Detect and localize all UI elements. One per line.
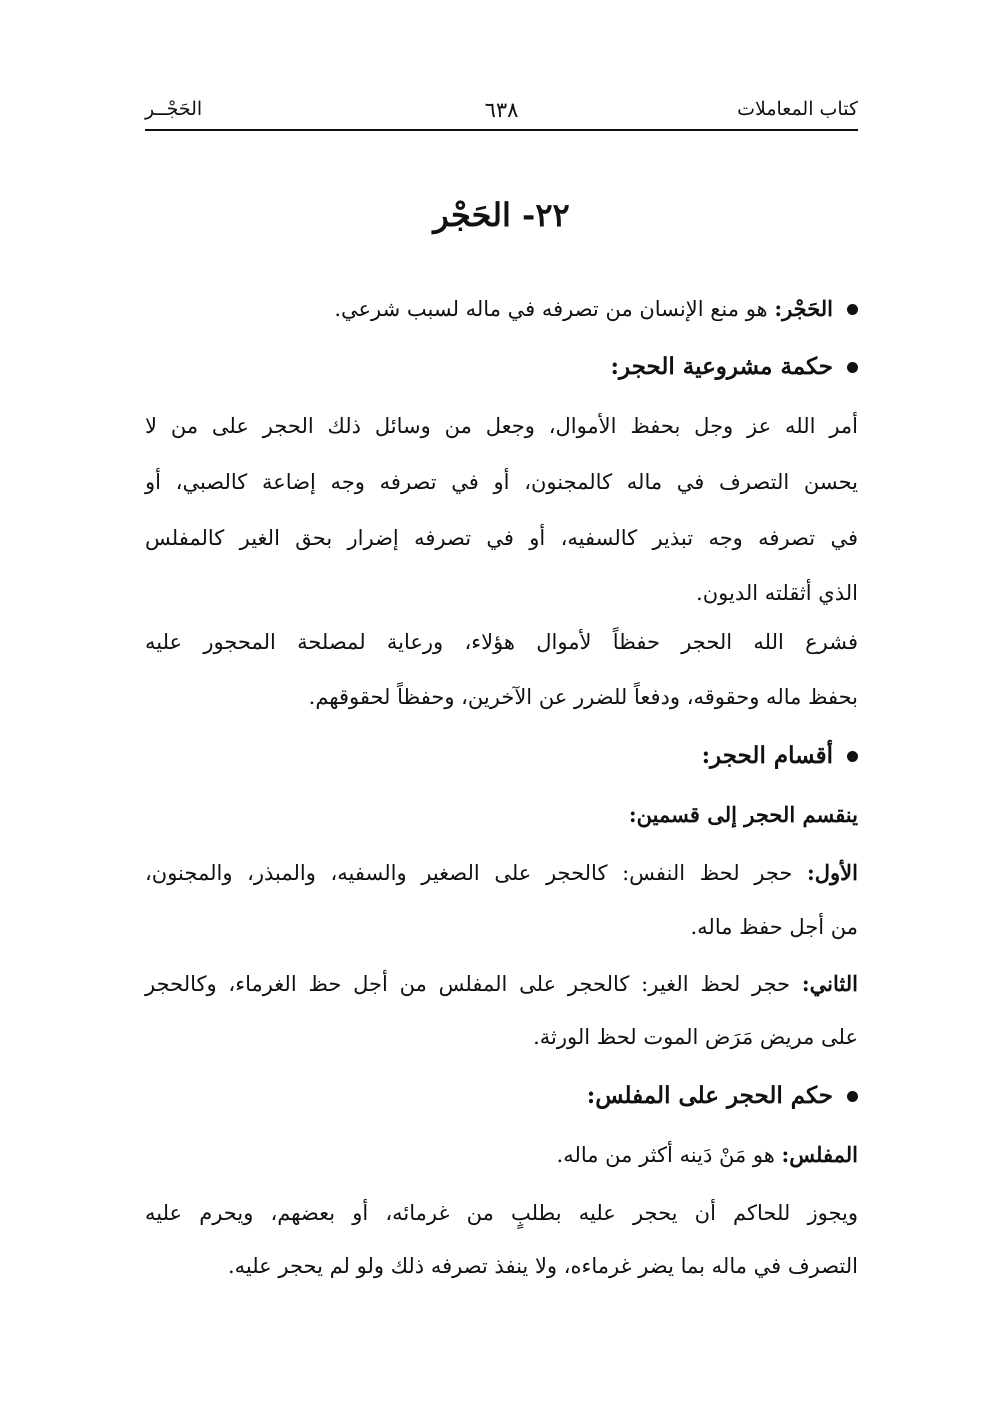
bankrupt-heading-row: [587, 1081, 858, 1111]
wisdom-para1-line: أمر الله عز وجل بحفظ الأموال، وجعل من وسائل ذلك الحجر على من لا: [145, 414, 858, 438]
bankrupt-term: المفلس:: [781, 1142, 858, 1167]
bankrupt-definition: [557, 1140, 858, 1170]
types-intro: ينقسم الحجر إلى قسمين:: [628, 802, 858, 827]
definition-term: الحَجْر:: [774, 296, 833, 321]
types-heading: أقسام الحجر:: [701, 742, 833, 769]
definition-bullet: [334, 294, 858, 324]
first-type-label: الأول:: [807, 860, 858, 885]
bankrupt-para-line: ويجوز للحاكم أن يحجر عليه بطلبٍ من غرمائه، أو بعضهم، ويحرم عليه: [145, 1201, 858, 1225]
wisdom-para2-line: بحفظ ماله وحقوقه، ودفعاً للضرر عن الآخرين، وحفظاً لحقوقهم.: [308, 685, 858, 709]
wisdom-heading: حكمة مشروعية الحجر:: [610, 353, 833, 380]
bullet-icon: [847, 362, 858, 373]
second-type-text: حجر لحظ الغير: كالحجر على المفلس من أجل حظ الغرماء، وكالحجر: [145, 972, 791, 996]
first-type-text: حجر لحظ النفس: كالحجر على الصغير والسفيه، والمبذر، والمجنون،: [145, 861, 793, 885]
definition-text: هو منع الإنسان من تصرفه في ماله لسبب شرعي.: [334, 297, 768, 321]
second-type-line2: على مريض مَرَض الموت لحظ الورثة.: [533, 1025, 858, 1049]
bankrupt-definition-text: هو مَنْ دَينه أكثر من ماله.: [556, 1143, 775, 1167]
first-type-line: [145, 858, 858, 888]
bullet-icon: [847, 751, 858, 762]
bankrupt-para-line: التصرف في ماله بما يضر غرماءه، ولا ينفذ تصرفه ذلك ولو لم يحجر عليه.: [227, 1254, 858, 1278]
chapter-title: ٢٢- الحَجْر: [433, 196, 570, 234]
second-type-line: [145, 969, 858, 999]
page-number: ٦٣٨: [484, 98, 519, 122]
header-rule: [145, 129, 858, 131]
running-header: [145, 98, 858, 128]
wisdom-para1-line: في تصرفه وجه تبذير كالسفيه، أو في تصرفه إضرار بحق الغير كالمفلس: [145, 526, 858, 550]
types-heading-row: [702, 741, 858, 771]
bullet-icon: [847, 304, 858, 315]
chapter-short-title: الحَجْــر: [145, 98, 203, 120]
wisdom-para2-line: فشرع الله الحجر حفظاً لأموال هؤلاء، ورعاية لمصلحة المحجور عليه: [145, 630, 858, 654]
wisdom-para1-line: يحسن التصرف في ماله كالمجنون، أو في تصرفه وجه إضاعة كالصبي، أو: [145, 470, 858, 494]
wisdom-heading-row: [611, 352, 858, 382]
wisdom-para1-line: الذي أثقلته الديون.: [696, 581, 858, 605]
bankrupt-heading: حكم الحجر على المفلس:: [586, 1082, 833, 1109]
first-type-line2: من أجل حفظ ماله.: [690, 915, 858, 939]
bullet-icon: [847, 1091, 858, 1102]
second-type-label: الثاني:: [801, 971, 858, 996]
book-title: كتاب المعاملات: [737, 98, 858, 120]
